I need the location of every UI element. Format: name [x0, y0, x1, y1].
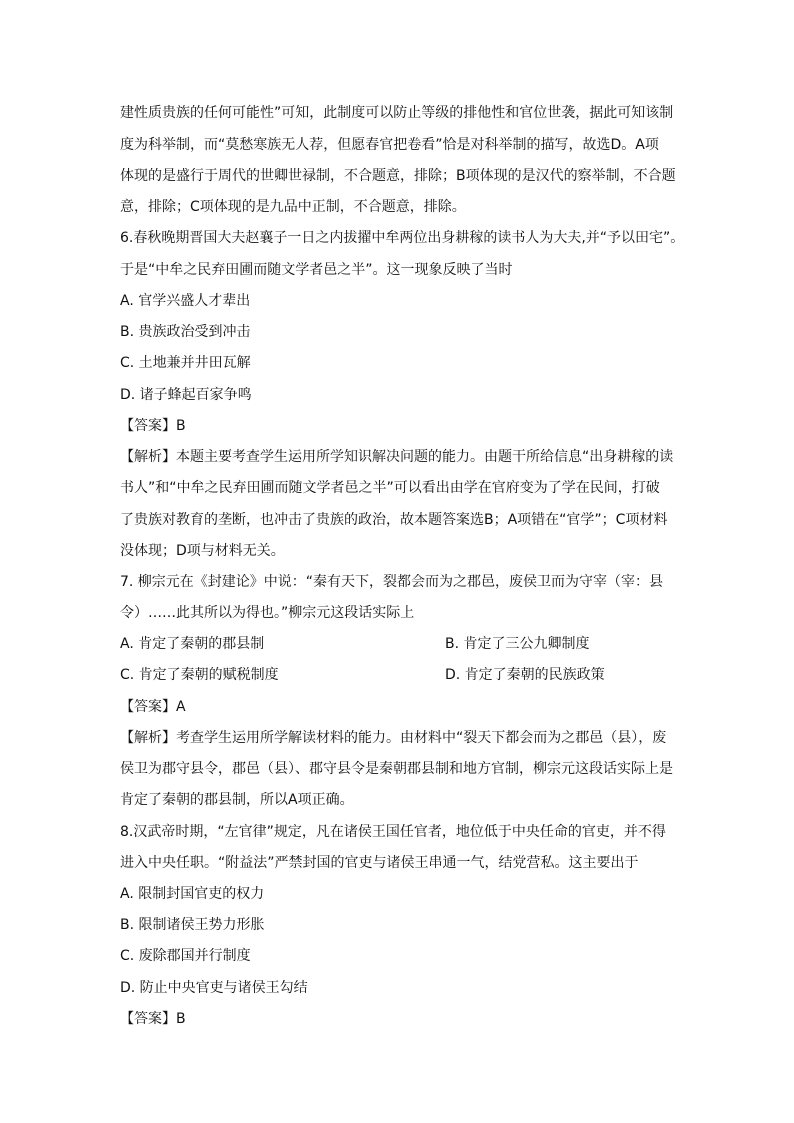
- question-6-analysis: 没体现；D项与材料无关。: [120, 543, 285, 559]
- question-7-analysis: 肯定了秦朝的郡县制，所以A项正确。: [120, 792, 354, 808]
- question-6-option-d: D. 诸子蜂起百家争鸣: [120, 387, 252, 403]
- question-6-analysis: 书人”和“中牟之民弃田圃而随文学者邑之半”可以看出由学在官府变为了学在民间，打破: [120, 480, 660, 496]
- question-7-option-c: C. 肯定了秦朝的赋税制度: [120, 667, 279, 683]
- question-8-option-d: D. 防止中央官吏与诸侯王勾结: [120, 980, 308, 996]
- question-8-answer: 【答案】B: [120, 1011, 186, 1027]
- question-6-stem: 6.春秋晚期晋国大夫赵襄子一日之内拔擢中牟两位出身耕稼的读书人为大夫,并“予以田宅”。: [120, 230, 685, 246]
- question-6-option-c: C. 土地兼并井田瓦解: [120, 355, 251, 371]
- question-6-option-b: B. 贵族政治受到冲击: [120, 324, 251, 340]
- question-7-option-b: B. 肯定了三公九卿制度: [445, 636, 590, 652]
- question-7-option-d: D. 肯定了秦朝的民族政策: [445, 667, 605, 683]
- question-7-analysis: 侯卫为郡守县令，郡邑（县）、郡守县令是秦朝郡县制和地方官制，柳宗元这段话实际上是: [120, 761, 673, 777]
- analysis-line: 意，排除；C项体现的是九品中正制，不合题意，排除。: [120, 199, 466, 215]
- question-8-stem: 8.汉武帝时期，“左官律”规定，凡在诸侯王国任官者，地位低于中央任命的官吏，并不得: [120, 824, 666, 840]
- question-7-stem: 7. 柳宗元在《封建论》中说：“秦有天下，裂都会而为之郡邑，废侯卫而为守宰（宰：县: [120, 574, 664, 590]
- question-8-option-a: A. 限制封国官吏的权力: [120, 886, 265, 902]
- analysis-line: 度为科举制，而“莫愁寒族无人荐，但愿春官把卷看”恰是对科举制的描写，故选D。A项: [120, 137, 659, 153]
- question-8-option-c: C. 废除郡国并行制度: [120, 948, 251, 964]
- question-8-option-b: B. 限制诸侯王势力形胀: [120, 917, 265, 933]
- question-6-analysis: 了贵族对教育的垄断，也冲击了贵族的政治，故本题答案选B；A项错在“官学”；C项材料: [120, 512, 668, 528]
- question-7-analysis: 【解析】考查学生运用所学解读材料的能力。由材料中“裂天下都会而为之郡邑（县），废: [120, 730, 667, 746]
- question-7-option-a: A. 肯定了秦朝的郡县制: [120, 636, 265, 652]
- analysis-line: 建性质贵族的任何可能性”可知，此制度可以防止等级的排他性和官位世袭，据此可知该制: [120, 105, 674, 121]
- question-8-stem: 进入中央任职。“附益法”严禁封国的官吏与诸侯王串通一气，结党营私。这主要出于: [120, 855, 639, 871]
- question-6-analysis: 【解析】本题主要考查学生运用所学知识解决问题的能力。由题干所给信息“出身耕稼的读: [120, 449, 674, 465]
- question-6-answer: 【答案】B: [120, 418, 186, 434]
- question-6-option-a: A. 官学兴盛人才辈出: [120, 293, 251, 309]
- question-7-answer: 【答案】A: [120, 699, 186, 715]
- question-6-stem: 于是“中牟之民弃田圃而随文学者邑之半”。这一现象反映了当时: [120, 262, 513, 278]
- analysis-line: 体现的是盛行于周代的世卿世禄制，不合题意，排除；B项体现的是汉代的察举制，不合题: [120, 168, 676, 184]
- question-7-stem: 令）……此其所以为得也。”柳宗元这段话实际上: [120, 605, 415, 621]
